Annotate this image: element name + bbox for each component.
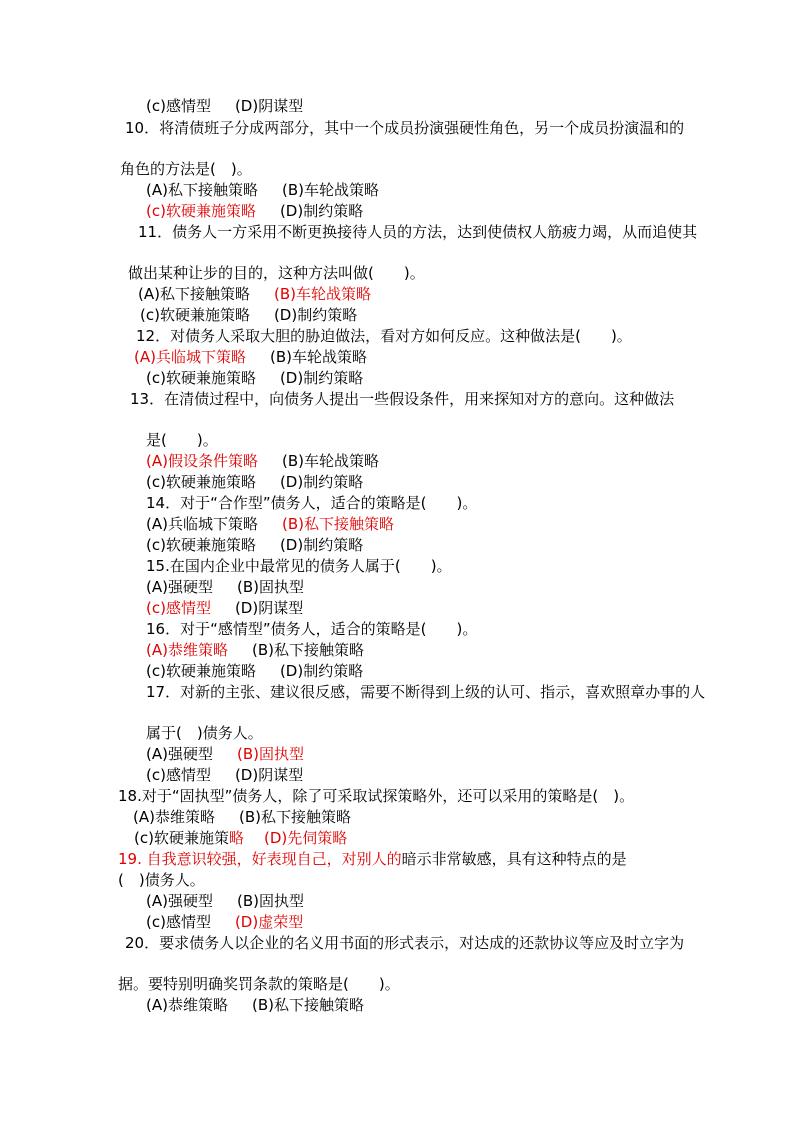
line-text: (c)软硬兼施策略 [146, 473, 256, 491]
line-text: 15.在国内企业中最常见的债务人属于( )。 [146, 557, 452, 575]
text-line [140, 305, 357, 325]
line-text: 16．对于“感情型”债务人，适合的策略是( )。 [146, 620, 478, 638]
line-text: (A)强硬型 [146, 745, 213, 763]
answer-text: (B)私下接触策略 [281, 515, 394, 533]
answer-text: (B)固执型 [236, 745, 304, 763]
line-text: 20．要求债务人以企业的名义用书面的形式表示，对达成的还款协议等应及时立字为 [125, 934, 685, 952]
text-line [125, 933, 685, 973]
line-text: (B)车轮战策略 [281, 181, 379, 199]
text-line [146, 640, 364, 660]
line-text: 角色的方法是( )。 [120, 160, 252, 178]
text-line [146, 891, 304, 911]
line-text: 暗示非常敏感，具有这种特点的是 [401, 850, 627, 868]
line-text: ( )债务人。 [118, 871, 205, 889]
text-line [133, 807, 351, 827]
text-line [146, 744, 304, 764]
answer-text: (D)先伺策略 [263, 829, 348, 847]
text-line [146, 514, 394, 534]
text-line [125, 118, 685, 158]
line-text: (D)制约策略 [279, 662, 364, 680]
text-line [146, 556, 452, 576]
text-line [118, 849, 627, 869]
text-line [146, 995, 364, 1015]
line-text: (c)感情型 [146, 913, 211, 931]
text-line [136, 326, 632, 346]
line-text: (A)私下接触策略 [146, 181, 258, 199]
line-text: (A)兵临城下策略 [146, 515, 258, 533]
text-line [134, 347, 367, 367]
text-line [118, 870, 205, 890]
line-text: (D)阴谋型 [234, 599, 304, 617]
text-line [130, 389, 690, 429]
answer-text: (A)恭维策略 [146, 641, 228, 659]
line-text: (B)固执型 [236, 578, 304, 596]
line-text: (A)强硬型 [146, 578, 213, 596]
line-text: (B)私下接触策略 [251, 641, 364, 659]
answer-text: (A)假设条件策略 [146, 452, 258, 470]
line-text: (c)感情型 [146, 766, 211, 784]
answer-text: (D)虚荣型 [234, 913, 304, 931]
line-text: (B)私下接触策略 [251, 996, 364, 1014]
line-text: 据。要特别明确奖罚条款的策略是( )。 [118, 975, 400, 993]
text-line [146, 451, 379, 471]
line-text: 10．将清债班子分成两部分，其中一个成员扮演强硬性角色，另一个成员扮演温和的 [125, 119, 685, 137]
line-text: (c)软硬兼施策略 [146, 662, 256, 680]
answer-text: (B)车轮战策略 [273, 285, 371, 303]
text-line [146, 723, 263, 743]
line-text: 14．对于“合作型”债务人，适合的策略是( )。 [146, 494, 478, 512]
line-text: 18.对于“固执型”债务人，除了可采取试探策略外，还可以采用的策略是( )。 [118, 787, 635, 805]
line-text: 做出某种让步的目的，这种方法叫做( )。 [128, 264, 425, 282]
line-text: (D)制约策略 [279, 202, 364, 220]
line-text: 17．对新的主张、建议很反感，需要不断得到上级的认可、指示，喜欢照章办事的人 [146, 683, 706, 701]
line-text: (A)强硬型 [146, 892, 213, 910]
line-text: 是( )。 [146, 431, 218, 449]
text-line [146, 368, 363, 388]
line-text: 11．债务人一方采用不断更换接待人员的方法，达到使债权人筋疲力竭，从而追使其 [138, 223, 698, 241]
text-line [146, 96, 303, 116]
line-text: (c)软硬兼施策略 [146, 536, 256, 554]
answer-text: (A)兵临城下策略 [134, 348, 246, 366]
line-text: (B)车轮战策略 [281, 452, 379, 470]
text-line [128, 263, 425, 283]
text-line [146, 430, 218, 450]
line-text: (D)制约策略 [279, 536, 364, 554]
text-line [118, 974, 400, 994]
answer-text: 19. 自我意识较强，好表现自己，对别人的 [118, 850, 402, 868]
text-line [146, 493, 477, 513]
line-text: (c)软硬兼施策略 [146, 369, 256, 387]
line-text: (A)私下接触策略 [138, 285, 250, 303]
text-line [146, 201, 363, 221]
line-text: (D)制约策略 [279, 369, 364, 387]
line-text: (B)固执型 [236, 892, 304, 910]
text-line [120, 159, 252, 179]
line-text: (D)制约策略 [279, 473, 364, 491]
line-text: 属于( )债务人。 [146, 724, 263, 742]
text-line [146, 472, 363, 492]
text-line [138, 284, 371, 304]
text-line [146, 180, 379, 200]
line-text: (B)车轮战策略 [269, 348, 367, 366]
text-line [146, 577, 304, 597]
line-text: (c)软硬兼施策 [134, 829, 229, 847]
text-line [118, 786, 634, 806]
text-line [146, 619, 477, 639]
text-line [138, 222, 698, 262]
line-text: (D)阴谋型 [234, 97, 304, 115]
answer-text: (c)感情型 [146, 599, 211, 617]
line-text: 12．对债务人采取大胆的胁迫做法，看对方如何反应。这种做法是( )。 [136, 327, 632, 345]
text-line [134, 828, 347, 848]
line-text: (A)恭维策略 [146, 996, 228, 1014]
line-text: (D)阴谋型 [234, 766, 304, 784]
text-line [146, 682, 706, 722]
line-text: (c)感情型 [146, 97, 211, 115]
text-line [146, 765, 303, 785]
line-text: (B)私下接触策略 [238, 808, 351, 826]
text-line [146, 661, 363, 681]
text-line [146, 535, 363, 555]
answer-text: (c)软硬兼施策略 [146, 202, 256, 220]
line-text: (A)恭维策略 [133, 808, 215, 826]
text-line [146, 598, 303, 618]
line-text: (c)软硬兼施策略 [140, 306, 250, 324]
line-text: (D)制约策略 [273, 306, 358, 324]
text-line [146, 912, 303, 932]
line-text: 13．在清债过程中，向债务人提出一些假设条件，用来探知对方的意向。这种做法 [130, 390, 675, 408]
answer-text: 略 [228, 829, 244, 847]
